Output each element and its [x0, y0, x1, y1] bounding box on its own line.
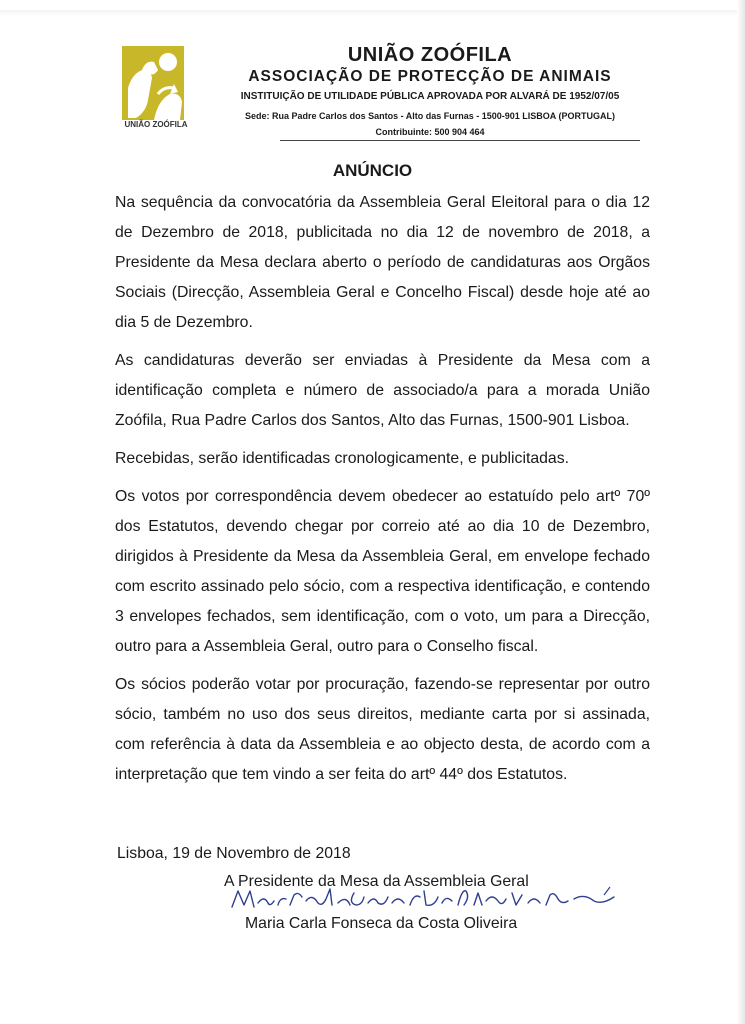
handwritten-signature — [228, 883, 628, 915]
org-contribuinte: Contribuinte: 500 904 464 — [375, 127, 485, 137]
scan-edge-right — [737, 0, 745, 1024]
paragraph-5: Os sócios poderão votar por procuração, fazendo-se representar por outro sócio, também no uso dos seus direitos, mediante carta por si assinada, com referência à data da Assembleia e ao objecto desta, de acordo com a interpretação que tem vindo a ser feita do artº 44º dos Estatutos. — [115, 676, 650, 783]
logo-caption: UNIÃO ZOÓFILA — [124, 120, 188, 129]
document-title: ANÚNCIO — [332, 161, 413, 180]
paragraph-3: Recebidas, serão identificadas cronologicamente, e publicitadas. — [115, 450, 569, 467]
org-subtitle: ASSOCIAÇÃO DE PROTECÇÃO DE ANIMAIS — [248, 68, 612, 85]
paragraph-1: Na sequência da convocatória da Assembleia Geral Eleitoral para o dia 12 de Dezembro de 2018, publicitada no dia 12 de novembro de 2018, a Presidente da Mesa declara aberto o período de candidaturas aos Orgãos Sociais (Direcção, Assembleia Geral e Concelho Fiscal) desde hoje até ao dia 5 de Dezembro. — [115, 194, 650, 331]
scan-edge-top — [0, 10, 745, 16]
header-divider — [280, 140, 640, 141]
organization-logo-icon — [118, 40, 190, 130]
org-address: Sede: Rua Padre Carlos dos Santos - Alto das Furnas - 1500-901 LISBOA (PORTUGAL) — [245, 111, 615, 121]
signatory-name: Maria Carla Fonseca da Costa Oliveira — [245, 915, 518, 932]
letterhead — [210, 44, 650, 138]
org-name: UNIÃO ZOÓFILA — [347, 44, 513, 66]
paragraph-2: As candidaturas deverão ser enviadas à Presidente da Mesa com a identificação completa e número de associado/a para a morada União Zoófila, Rua Padre Carlos dos Santos, Alto das Furnas, 1500-901 Lisboa. — [115, 352, 650, 429]
signatory-title: A Presidente da Mesa da Assembleia Geral — [224, 873, 529, 890]
org-institution-note: INSTITUIÇÃO DE UTILIDADE PÚBLICA APROVADA POR ALVARÁ DE 1952/07/05 — [240, 91, 620, 102]
document-body — [115, 188, 650, 798]
place-date: Lisboa, 19 de Novembro de 2018 — [117, 845, 351, 862]
paragraph-4: Os votos por correspondência devem obedecer ao estatuído pelo artº 70º dos Estatutos, devendo chegar por correio até ao dia 10 de Dezembro, dirigidos à Presidente da Mesa da Assembleia Geral, em envelope fechado com escrito assinado pelo sócio, com a respectiva identificação, e contendo 3 envelopes fechados, sem identificação, com o voto, um para a Direcção, outro para a Assembleia Geral, outro para o Conselho fiscal. — [115, 488, 650, 655]
